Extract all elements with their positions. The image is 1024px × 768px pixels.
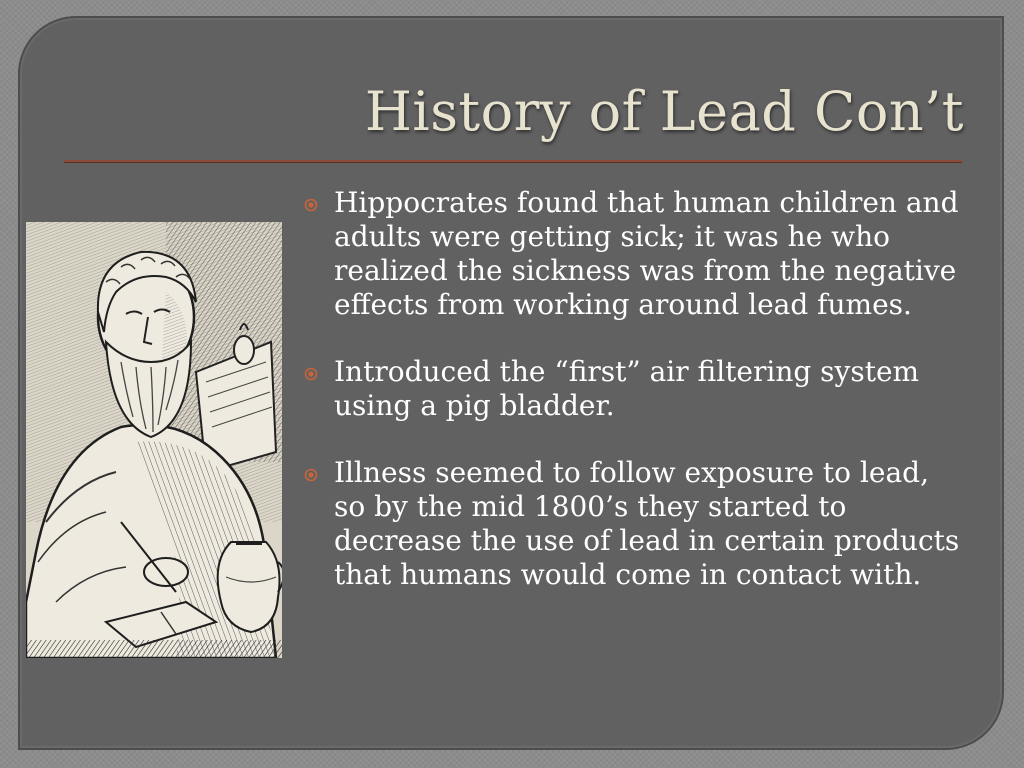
title-divider — [64, 160, 962, 163]
circled-dot-bullet-icon — [304, 198, 318, 212]
bullet-text: Introduced the “first” air filtering system using a pig bladder. — [334, 355, 920, 422]
bullet-list — [302, 186, 962, 625]
bullet-text: Hippocrates found that human children and adults were getting sick; it was he who realized the sickness was from the negative effects from working around lead fumes. — [334, 186, 959, 321]
slide-title: History of Lead Con’t — [364, 80, 964, 143]
bullet-text: Illness seemed to follow exposure to lead, so by the mid 1800’s they started to decrease the use of lead in certain products that humans would come in contact with. — [334, 456, 960, 591]
hippocrates-portrait-image — [26, 222, 282, 658]
bullet-item — [302, 456, 962, 592]
circled-dot-bullet-icon — [304, 468, 318, 482]
bullet-item — [302, 186, 962, 322]
circled-dot-bullet-icon — [304, 367, 318, 381]
bullet-item — [302, 355, 962, 423]
